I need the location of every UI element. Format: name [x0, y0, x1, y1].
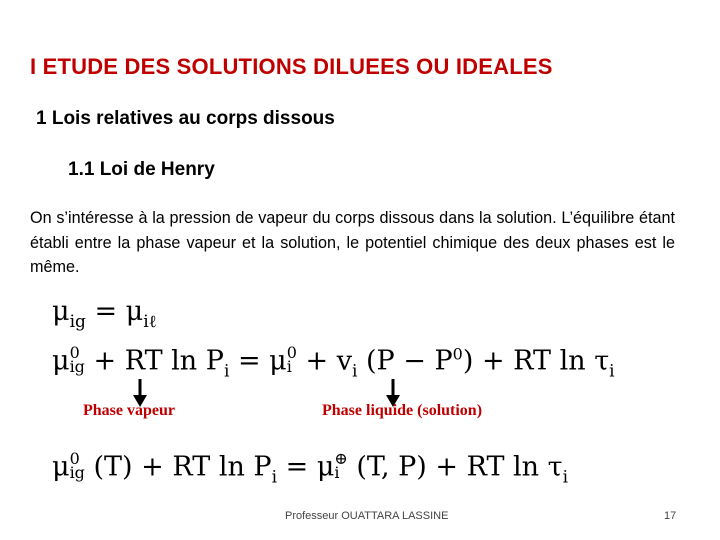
equation-3: μ 0 ig (T) + RT $\ln P_i = \mu$ ⊕ i (T, P) + RT $\ln \tau_i$ [52, 449, 569, 488]
section-heading: 1 Lois relatives au corps dissous [36, 108, 335, 129]
body-paragraph: On s’intéresse à la pression de vapeur du corps dissous dans la solution. L’équilibre étant établi entre la phase vapeur et la solution, le potentiel chimique des deux phases est le même. [30, 209, 675, 276]
annotation-phase-vapeur: Phase vapeur [83, 402, 175, 419]
slide-title: I ETUDE DES SOLUTIONS DILUEES OU IDEALES [30, 54, 553, 79]
subsection-heading: 1.1 Loi de Henry [68, 159, 215, 180]
footer-author: Professeur OUATTARA LASSINE [285, 510, 449, 522]
equation-2: μ 0 ig + RT $\ln P_i = \mu$ 0 i + $v_i$ $(P - P^0)$ + RT $\ln \tau_i$ [52, 343, 615, 382]
page-number: 17 [664, 510, 677, 522]
annotation-phase-liquide: Phase liquide (solution) [322, 402, 483, 419]
equation-1: $\mu_{ig} = \mu_{i\ell}$ [52, 296, 157, 332]
